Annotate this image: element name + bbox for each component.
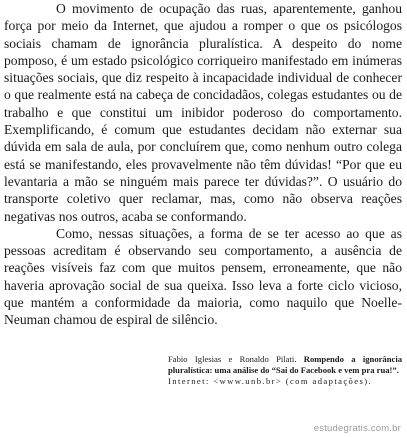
citation-source: Internet: <www.unb.br> (com adaptações).	[168, 376, 373, 386]
watermark-text: estudegratis.com.br	[313, 423, 401, 434]
paragraph-1: O movimento de ocupação das ruas, aparentemente, ganhou força por meio da Internet, que ajudou a romper o que os psicólogos sociais chamam de ignorância pluralística. A despeito do nome pomposo, é um estado psicológico corriqueiro manifestado em inúmeras situações sociais, que diz respeito à incapacidade individual de conhecer o que realmente está na cabeça de concidadãos, colegas estudantes ou de trabalho e que constitui um inibidor poderoso do comportamento. Exemplificando, é comum que estudantes decidam não externar sua dúvida em sala de aula, por concluírem que, como nenhum outro colega está se manifestando, eles provavelmente não têm dúvidas! “Por que eu levantaria a mão se ninguém mais parece ter dúvidas?”. O usuário do transporte coletivo quer reclamar, mas, como não observa reações negativas nos outros, acaba se conformando.	[4, 1, 402, 224]
paragraph-2: Como, nessas situações, a forma de se ter acesso ao que as pessoas acreditam é observando seu comportamento, a ausência de reações visíveis faz com que muitos pensem, erroneamente, que não haveria aprovação social de sua queixa. Isso leva a forte ciclo vicioso, que mantém a conformidade da maioria, como naquilo que Noelle-Neuman chamou de espiral de silêncio.	[4, 225, 402, 328]
article-body	[4, 0, 402, 329]
citation-block	[168, 354, 402, 387]
citation-title: Rompendo a ignorância pluralística: uma análise do “Sai do Facebook e vem pra rua!”.	[168, 354, 403, 375]
citation-authors: Fabio Iglesias e Ronaldo Pilati.	[168, 354, 297, 364]
